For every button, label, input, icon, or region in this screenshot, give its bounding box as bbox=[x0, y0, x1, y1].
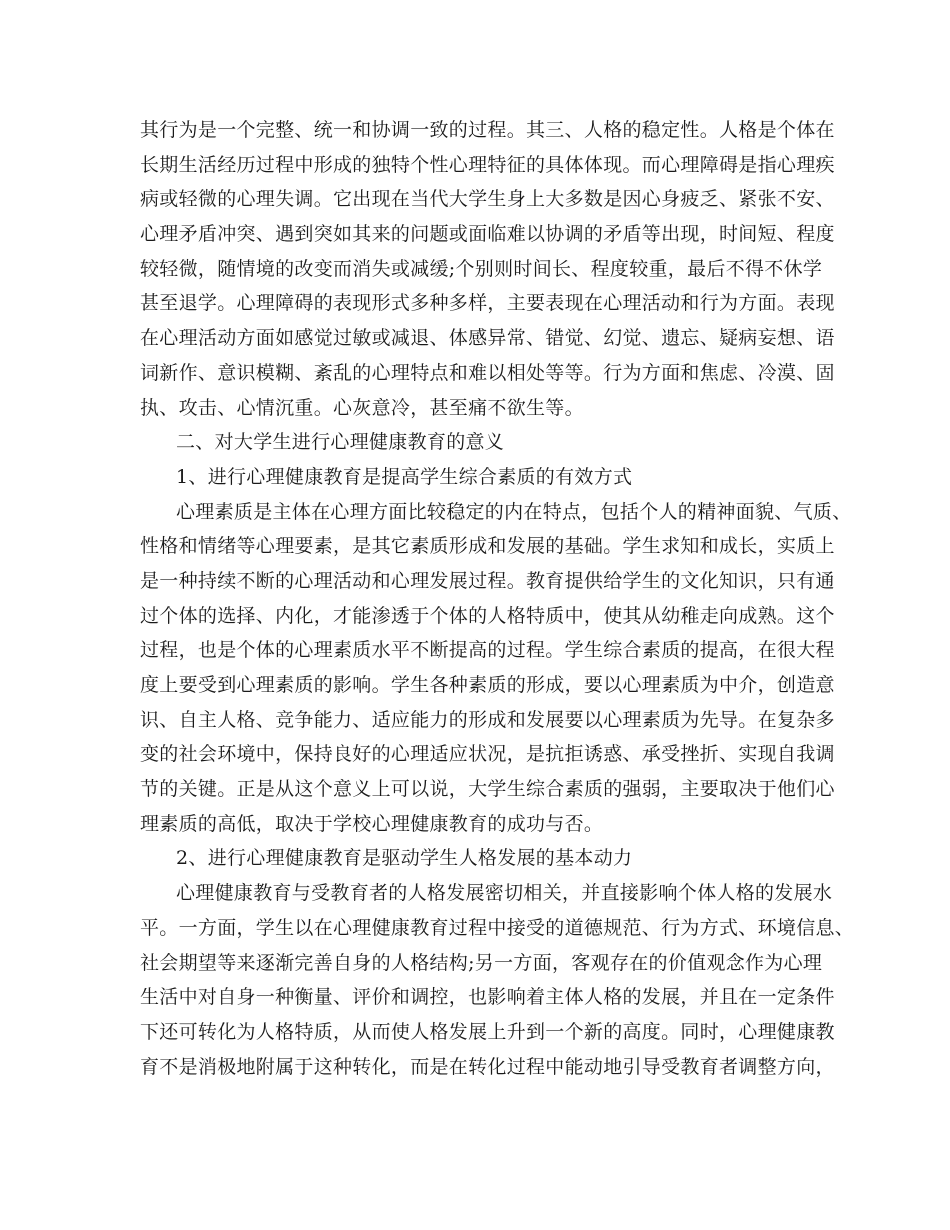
text-line: 社会期望等来逐渐完善自身的人格结构;另一方面，客观存在的价值观念作为心理 bbox=[140, 951, 823, 974]
text-line: 病或轻微的心理失调。它出现在当代大学生身上大多数是因心身疲乏、紧张不安、 bbox=[140, 188, 835, 211]
text-line: 识、自主人格、竞争能力、适应能力的形成和发展要以心理素质为先导。在复杂多 bbox=[140, 708, 835, 731]
text-line: 变的社会环境中，保持良好的心理适应状况，是抗拒诱惑、承受挫折、实现自我调 bbox=[140, 743, 835, 766]
text-line: 性格和情绪等心理要素，是其它素质形成和发展的基础。学生求知和成长，实质上 bbox=[140, 535, 835, 558]
text-line: 心理素质是主体在心理方面比较稳定的内在特点，包括个人的精神面貌、气质、 bbox=[176, 500, 852, 523]
text-line: 理素质的高低，取决于学校心理健康教育的成功与否。 bbox=[140, 812, 604, 835]
document-body bbox=[140, 113, 855, 1084]
text-line: 过程，也是个体的心理素质水平不断提高的过程。学生综合素质的提高，在很大程 bbox=[140, 639, 835, 662]
text-line: 在心理活动方面如感觉过敏或减退、体感异常、错觉、幻觉、遗忘、疑病妄想、语 bbox=[140, 327, 835, 350]
text-line: 度上要受到心理素质的影响。学生各种素质的形成，要以心理素质为中介，创造意 bbox=[140, 674, 835, 696]
text-line: 节的关键。正是从这个意义上可以说，大学生综合素质的强弱，主要取决于他们心 bbox=[140, 778, 835, 801]
text-line: 下还可转化为人格特质，从而使人格发展上升到一个新的高度。同时，心理健康教 bbox=[140, 1020, 835, 1043]
text-line: 执、攻击、心情沉重。心灰意冷，甚至痛不欲生等。 bbox=[140, 396, 584, 419]
text-line: 二、对大学生进行心理健康教育的意义 bbox=[176, 431, 505, 454]
text-line: 平。一方面，学生以在心理健康教育过程中接受的道德规范、行为方式、环境信息、 bbox=[140, 916, 855, 939]
text-line: 2、进行心理健康教育是驱动学生人格发展的基本动力 bbox=[176, 847, 633, 870]
text-line: 词新作、意识模糊、紊乱的心理特点和难以相处等等。行为方面和焦虑、冷漠、固 bbox=[140, 361, 835, 384]
text-line: 甚至退学。心理障碍的表现形式多种多样，主要表现在心理活动和行为方面。表现 bbox=[140, 292, 835, 315]
text-line: 1、进行心理健康教育是提高学生综合素质的有效方式 bbox=[176, 465, 633, 488]
text-line: 是一种持续不断的心理活动和心理发展过程。教育提供给学生的文化知识，只有通 bbox=[140, 569, 835, 592]
text-line: 心理矛盾冲突、遇到突如其来的问题或面临难以协调的矛盾等出现，时间短、程度 bbox=[140, 223, 835, 246]
text-line: 生活中对自身一种衡量、评价和调控，也影响着主体人格的发展，并且在一定条件 bbox=[140, 986, 835, 1009]
text-line: 较轻微，随情境的改变而消失或减缓;个别则时间长、程度较重，最后不得不休学 bbox=[140, 257, 823, 280]
text-line: 其行为是一个完整、统一和协调一致的过程。其三、人格的稳定性。人格是个体在 bbox=[140, 119, 835, 141]
text-line: 长期生活经历过程中形成的独特个性心理特征的具体体现。而心理障碍是指心理疾 bbox=[140, 153, 835, 176]
text-line: 过个体的选择、内化，才能渗透于个体的人格特质中，使其从幼稚走向成熟。这个 bbox=[140, 604, 835, 627]
text-line: 育不是消极地附属于这种转化，而是在转化过程中能动地引导受教育者调整方向， bbox=[140, 1055, 835, 1078]
text-line: 心理健康教育与受教育者的人格发展密切相关，并直接影响个体人格的发展水 bbox=[176, 882, 833, 905]
